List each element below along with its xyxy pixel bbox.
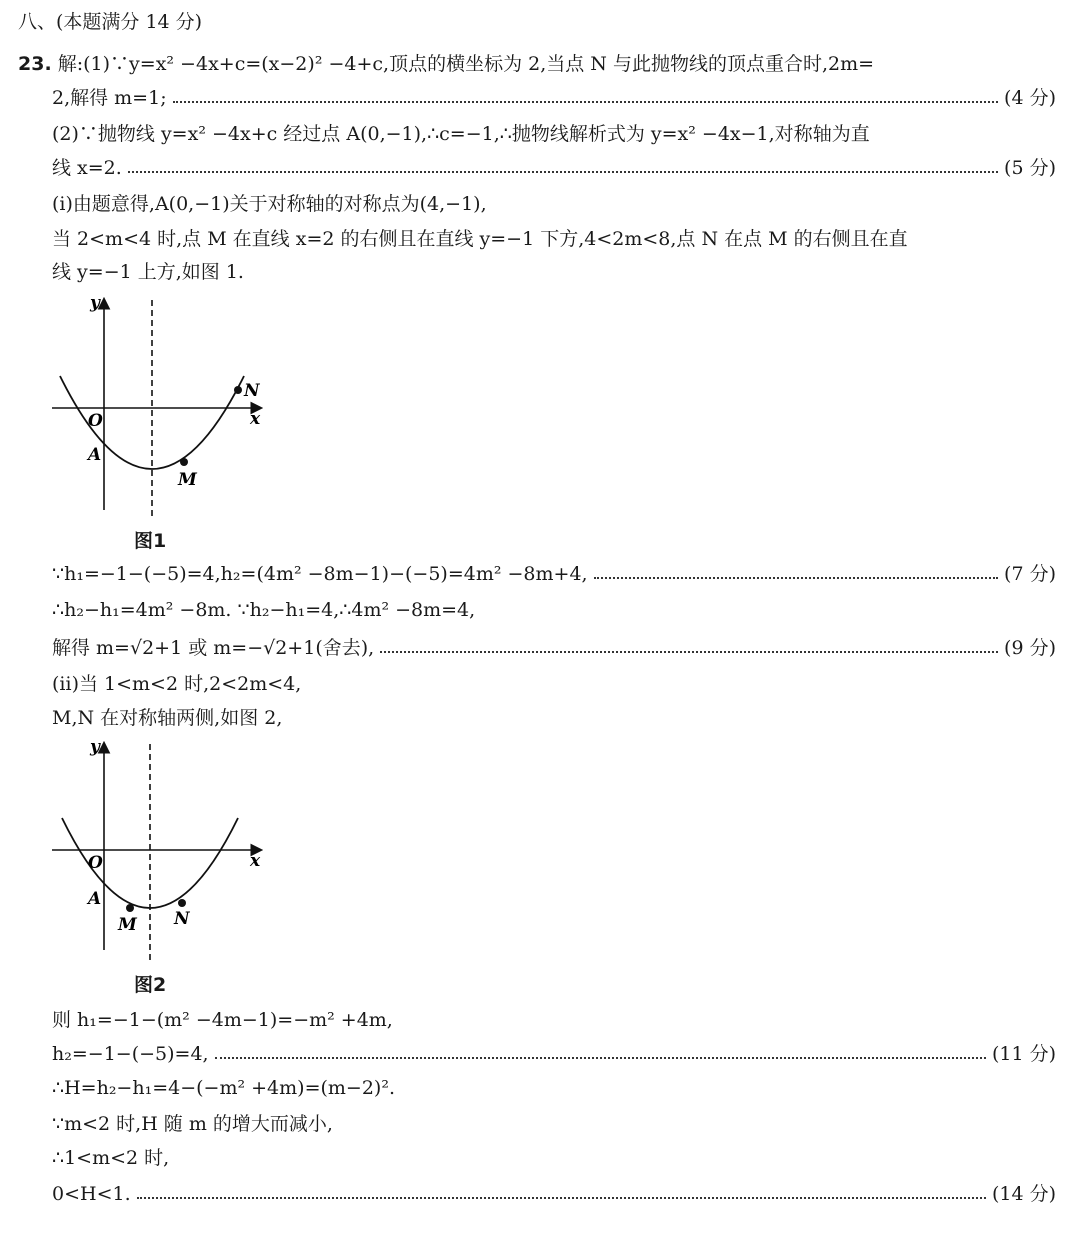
solution-text: ∴1<m<2 时, — [52, 1147, 170, 1169]
solution-text: 解:(1)∵y=x² −4x+c=(x−2)² −4+c,顶点的横坐标为 2,当点 N 与此抛物线的顶点重合时,2m= — [57, 53, 875, 75]
answer-row — [52, 1040, 1056, 1068]
question-number: 23. — [18, 53, 52, 75]
solution-text: 0<H<1. — [52, 1183, 131, 1205]
section-title: 八、(本题满分 14 分) — [18, 11, 203, 33]
solution-text: (ⅱ)当 1<m<2 时,2<2m<4, — [52, 673, 302, 695]
solution-text: M,N 在对称轴两侧,如图 2, — [52, 707, 283, 729]
leader-dots — [137, 1197, 986, 1199]
solution-text: (ⅰ)由题意得,A(0,−1)关于对称轴的对称点为(4,−1), — [52, 193, 487, 215]
point-m-label: M — [118, 915, 137, 935]
x-axis-label: x — [250, 851, 261, 871]
solution-text: 线 y=−1 上方,如图 1. — [52, 261, 244, 283]
leader-dots — [594, 577, 998, 579]
figure-1 — [48, 292, 278, 532]
point-a-label: A — [88, 889, 102, 909]
solution-text: ∵m<2 时,H 随 m 的增大而减小, — [52, 1113, 333, 1135]
point-m — [180, 458, 188, 466]
solution-text: 则 h₁=−1−(m² −4m−1)=−m² +4m, — [52, 1009, 393, 1031]
x-axis-label: x — [250, 409, 261, 429]
origin-label: O — [88, 411, 103, 431]
point-a-label: A — [88, 445, 102, 465]
answer-row — [52, 634, 1056, 662]
leader-dots — [173, 101, 998, 103]
point-m — [126, 904, 134, 912]
score-label: (7 分) — [1004, 563, 1056, 585]
solution-text: 当 2<m<4 时,点 M 在直线 x=2 的右侧且在直线 y=−1 下方,4<2m<8,点 N 在点 M 的右侧且在直 — [52, 228, 908, 250]
point-n-label: N — [244, 381, 260, 401]
point-m-label: M — [178, 470, 197, 490]
figure-2-caption: 图2 — [134, 974, 167, 996]
solution-text: ∴h₂−h₁=4m² −8m. ∵h₂−h₁=4,∴4m² −8m=4, — [52, 599, 476, 621]
score-label: (14 分) — [991, 1183, 1056, 1205]
figure-2 — [48, 738, 278, 971]
solution-text: 解得 m=√2+1 或 m=−√2+1(舍去), — [52, 637, 375, 659]
question-line-1 — [18, 50, 874, 78]
y-axis-label: y — [90, 293, 100, 313]
solution-text: 2,解得 m=1; — [52, 87, 167, 109]
origin-label: O — [88, 853, 103, 873]
score-label: (5 分) — [1004, 157, 1056, 179]
point-n — [234, 386, 242, 394]
point-n — [178, 899, 186, 907]
y-axis-label: y — [90, 738, 100, 757]
answer-row — [52, 84, 1056, 112]
leader-dots — [380, 651, 998, 653]
point-n-label: N — [174, 909, 190, 929]
score-label: (11 分) — [991, 1043, 1056, 1065]
answer-row — [52, 560, 1056, 588]
solution-text: ∵h₁=−1−(−5)=4,h₂=(4m² −8m−1)−(−5)=4m² −8m+4, — [52, 563, 588, 585]
solution-text: 线 x=2. — [52, 157, 122, 179]
solution-text: ∴H=h₂−h₁=4−(−m² +4m)=(m−2)². — [52, 1077, 396, 1099]
score-label: (9 分) — [1004, 637, 1056, 659]
leader-dots — [215, 1057, 986, 1059]
solution-text: (2)∵抛物线 y=x² −4x+c 经过点 A(0,−1),∴c=−1,∴抛物线解析式为 y=x² −4x−1,对称轴为直 — [52, 123, 870, 145]
score-label: (4 分) — [1004, 87, 1056, 109]
figure-1-caption: 图1 — [134, 530, 167, 552]
solution-text: h₂=−1−(−5)=4, — [52, 1043, 209, 1065]
answer-row — [52, 1180, 1056, 1208]
leader-dots — [128, 171, 998, 173]
answer-row — [52, 154, 1056, 182]
